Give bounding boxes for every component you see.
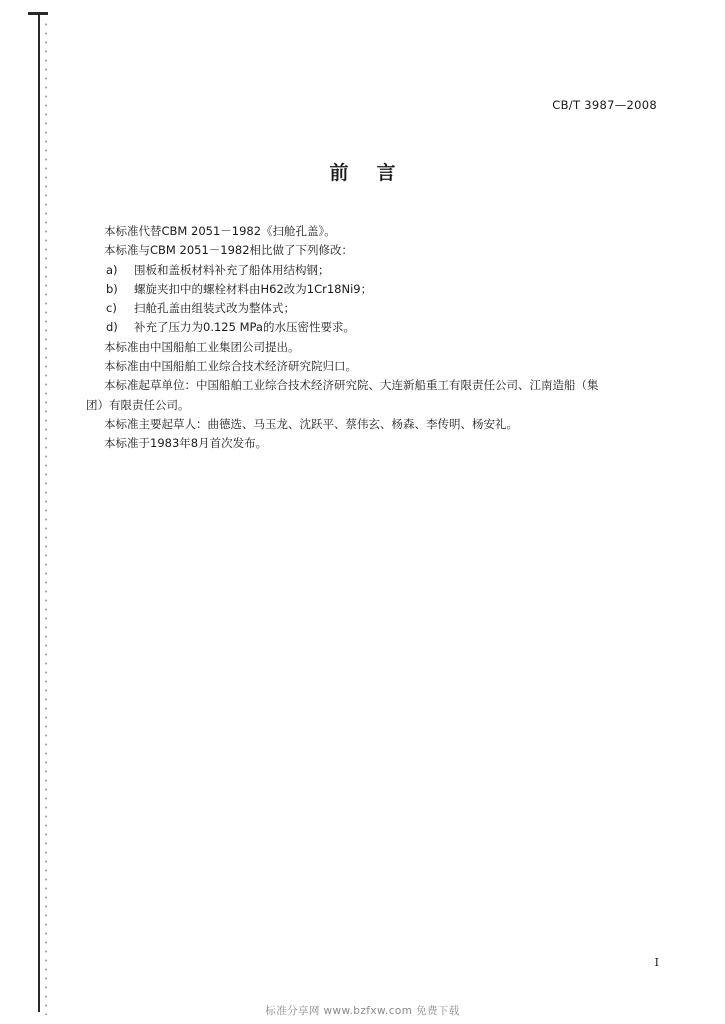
paragraph-changes-intro: 本标准与CBM 2051－1982相比做了下列修改： bbox=[104, 243, 354, 258]
paragraph-proposer: 本标准由中国船舶工业集团公司提出。 bbox=[104, 339, 300, 354]
list-item-label: d) bbox=[106, 320, 118, 335]
standard-code: CB/T 3987—2008 bbox=[552, 98, 657, 112]
list-item-text: 扫舱孔盖由组装式改为整体式； bbox=[134, 301, 295, 316]
page-number: I bbox=[654, 956, 659, 969]
paragraph-drafters: 本标准主要起草人：曲德选、马玉龙、沈跃平、蔡伟玄、杨森、李传明、杨安礼。 bbox=[104, 416, 518, 431]
foreword-body bbox=[86, 222, 664, 454]
paragraph-first-issue: 本标准于1983年8月首次发布。 bbox=[104, 436, 268, 451]
list-item bbox=[104, 318, 664, 337]
paragraph-replaces: 本标准代替CBM 2051－1982《扫舱孔盖》。 bbox=[104, 224, 336, 238]
list-item-text: 螺旋夹扣中的螺栓材料由H62改为1Cr18Ni9； bbox=[134, 281, 373, 296]
page-title: 前言 bbox=[329, 162, 424, 184]
list-item bbox=[104, 299, 664, 318]
list-item bbox=[104, 280, 664, 299]
list-item bbox=[104, 261, 664, 280]
paragraph-administrator: 本标准由中国船舶工业综合技术经济研究院归口。 bbox=[104, 359, 357, 374]
paragraph-drafting-units: 本标准起草单位：中国船舶工业综合技术经济研究院、大连新船重工有限责任公司、江南造船（集 bbox=[104, 378, 599, 393]
list-item-text: 围板和盖板材料补充了船体用结构钢； bbox=[134, 262, 330, 277]
list-item-label: c) bbox=[106, 301, 117, 316]
footer-watermark: 标准分享网 www.bzfxw.com 免费下载 bbox=[265, 1005, 460, 1017]
list-item-label: b) bbox=[106, 281, 118, 296]
list-item-text: 补充了压力为0.125 MPa的水压密性要求。 bbox=[134, 320, 355, 335]
paragraph-drafting-units-continued: 团）有限责任公司。 bbox=[86, 397, 190, 412]
list-item-label: a) bbox=[106, 262, 118, 277]
